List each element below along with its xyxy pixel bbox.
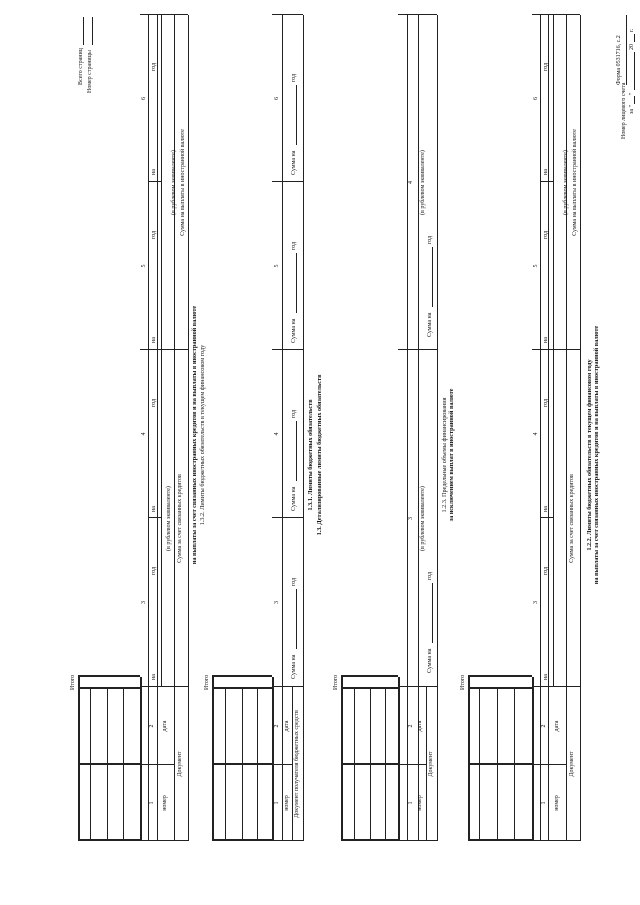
t123-god-4: год <box>427 235 433 244</box>
t122-col2: 2 <box>541 724 547 728</box>
t131-sum-5: Сумма на <box>291 318 297 343</box>
t132-number: номер <box>162 795 168 811</box>
total-pages-label: Всего страниц <box>78 48 84 85</box>
t122-god-5: год <box>543 230 549 239</box>
t122-na-6: на <box>543 169 549 175</box>
sec132-subtitle: на выплаты за счет связанных иностранных кредитов и на выплаты в иностранной валюте <box>191 305 198 565</box>
t123-god-3: год <box>427 571 433 580</box>
t132-god-5: год <box>151 230 157 239</box>
t131-god-5: год <box>291 241 297 250</box>
t131-col3: 3 <box>274 601 280 604</box>
t123-sum-3: Сумма на <box>427 648 433 673</box>
t123-col4: 4 <box>408 181 414 184</box>
t123-total: Итого <box>333 674 339 690</box>
t122-col5: 5 <box>533 264 539 268</box>
t131-god-3: год <box>291 577 297 586</box>
t131-col4: 4 <box>274 432 280 436</box>
t123-number: номер <box>417 795 423 811</box>
t123-date: дата <box>417 720 423 732</box>
t131-sum-6: Сумма на <box>291 150 297 175</box>
date-quote: " <box>629 92 635 95</box>
account-field[interactable] <box>626 15 627 85</box>
t131-col2: 2 <box>274 724 280 728</box>
t132-na-4: на <box>151 506 157 512</box>
t132-rub-eq-a: (в рублевом эквиваленте) <box>166 486 172 551</box>
t131-document: Документ получателя бюджетных средств <box>294 710 300 818</box>
t123-col3: 3 <box>408 517 414 520</box>
t122-god-4: год <box>543 398 549 407</box>
date-prefix: за " <box>629 105 635 114</box>
sec132-title: 1.3.2. Лимиты бюджетных обязательств в текущем финансовом году <box>199 344 206 526</box>
account-label: Номер лицевого счета <box>621 82 627 139</box>
t131-sum-3: Сумма на <box>291 654 297 679</box>
page-number-label: Номер страницы <box>87 50 93 93</box>
month-field[interactable] <box>634 52 635 90</box>
t131-col5: 5 <box>274 264 280 268</box>
form-code: Форма 0531716, с.2 <box>616 35 622 85</box>
t122-group-a: Сумма за счет связанных кредитов <box>569 474 575 563</box>
t132-col2: 2 <box>149 724 155 728</box>
sec122-subtitle: на выплаты за счет связанных иностранных кредитов и на выплаты в иностранной валюте <box>593 325 600 585</box>
sec13-title: 1.3. Детализированные лимиты бюджетных обязательств <box>316 374 323 536</box>
day-field[interactable] <box>634 96 635 104</box>
page-number-field[interactable] <box>92 17 93 45</box>
t131-sum-4: Сумма на <box>291 486 297 511</box>
t131-col6: 6 <box>274 97 280 100</box>
t132-total: Итого <box>70 674 76 690</box>
t132-god-6: год <box>151 62 157 71</box>
t132-col3: 3 <box>141 601 147 604</box>
t122-col6: 6 <box>533 97 539 100</box>
t122-document: Документ <box>569 751 575 777</box>
t131-date: дата <box>284 720 290 732</box>
t122-na-3: на <box>543 674 549 680</box>
t131-total: Итого <box>204 674 210 690</box>
t122-rub-eq: (в рублевом эквиваленте) <box>563 150 569 215</box>
sec131-title: 1.3.1. Лимиты бюджетных обязательств <box>307 399 314 511</box>
year-field[interactable] <box>634 34 635 42</box>
t122-date: дата <box>554 720 560 732</box>
t132-na-6: на <box>151 169 157 175</box>
t131-god-6: год <box>291 73 297 82</box>
total-pages-field[interactable] <box>83 17 84 45</box>
t122-god-6: год <box>543 62 549 71</box>
t132-rub-eq-b: (в рублевом эквиваленте) <box>171 150 177 215</box>
t131-number: номер <box>284 795 290 811</box>
t131-god-4: год <box>291 409 297 418</box>
date-year: 20 <box>629 44 635 50</box>
t122-group-b: Сумма на выплаты в иностранной валюте <box>572 129 578 236</box>
t122-number: номер <box>554 795 560 811</box>
t131-col1: 1 <box>274 801 280 805</box>
t132-col5: 5 <box>141 264 147 268</box>
t132-group-b: Сумма на выплаты в иностранной валюте <box>180 129 186 236</box>
t132-group-a: Сумма за счет связанных кредитов <box>177 474 183 563</box>
t132-date: дата <box>162 720 168 732</box>
t132-na-3: на <box>151 674 157 680</box>
t122-na-5: на <box>543 337 549 343</box>
t123-col1: 1 <box>408 801 414 805</box>
t122-total: Итого <box>460 674 466 690</box>
t132-col6: 6 <box>141 97 147 100</box>
t122-god-3: год <box>543 566 549 575</box>
sec123-subtitle: за исключением выплат в иностранной валюте <box>448 388 455 522</box>
t122-na-4: на <box>543 506 549 512</box>
sec122-title: 1.2.2. Лимиты бюджетных обязательств в текущем финансовом году <box>586 359 593 551</box>
t132-col4: 4 <box>141 432 147 436</box>
t122-col1: 1 <box>541 801 547 805</box>
t132-god-3: год <box>151 566 157 575</box>
t123-document: Документ <box>428 751 434 777</box>
t123-rub-3: (в рублевом эквиваленте) <box>420 486 426 551</box>
sec123-title: 1.2.3. Предельные объемы финансирования <box>441 397 448 513</box>
t122-col3: 3 <box>533 601 539 604</box>
t122-col4: 4 <box>533 432 539 436</box>
t123-sum-4: Сумма на <box>427 312 433 337</box>
date-suffix: г. <box>629 28 635 32</box>
t132-god-4: год <box>151 398 157 407</box>
t123-rub-4: (в рублевом эквиваленте) <box>420 150 426 215</box>
t132-document: Документ <box>177 751 183 777</box>
t132-na-5: на <box>151 337 157 343</box>
t123-col2: 2 <box>408 724 414 728</box>
t132-col1: 1 <box>149 801 155 805</box>
